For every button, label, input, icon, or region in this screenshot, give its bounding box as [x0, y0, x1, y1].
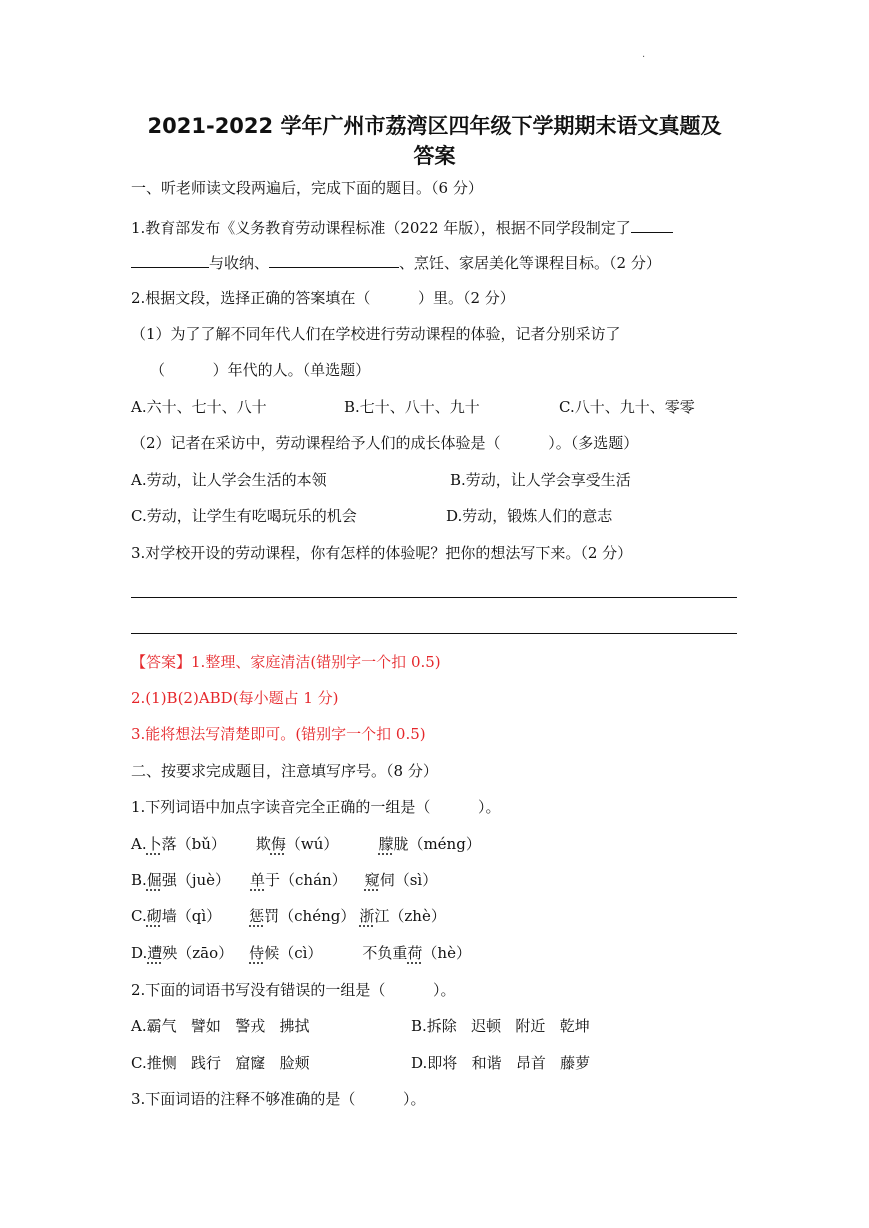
s2-q1-option-b — [131, 870, 437, 890]
dotted-char: 惩 — [249, 907, 265, 925]
option-letter: D. — [131, 944, 148, 962]
s1-q1-line-b — [131, 251, 661, 273]
answer-1-line — [131, 652, 441, 672]
dotted-char: 卜 — [146, 835, 162, 853]
s1-q2-1-option-a: A.六十、七十、八十 — [131, 398, 267, 416]
s2-q1-option-d — [131, 943, 471, 963]
dotted-char: 砌 — [146, 907, 162, 925]
title-line-1: 2021-2022 学年广州市荔湾区四年级下学期期末语文真题及 — [147, 114, 722, 138]
option-letter: A. — [131, 835, 147, 853]
answer-3-line: 3.能将想法写清楚即可。(错别字一个扣 0.5) — [131, 725, 426, 743]
s1-q2: 2.根据文段，选择正确的答案填在（ ）里。（2 分） — [131, 289, 515, 307]
s1-q2-2-option-d: D.劳动，锻炼人们的意志 — [446, 507, 613, 525]
s2-q2-option-a: A.霸气 譬如 警戎 拂拭 — [131, 1017, 310, 1035]
dotted-char: 侮 — [270, 835, 286, 853]
word-text: 欺 — [255, 835, 271, 853]
section1-heading: 一、听老师读文段两遍后，完成下面的题目。（6 分） — [131, 179, 483, 197]
option-letter: C. — [131, 907, 147, 925]
dotted-char: 倔 — [146, 871, 162, 889]
s2-q1-option-a — [131, 834, 481, 854]
answer-2-line: 2.(1)B(2)ABD(每小题占 1 分) — [131, 689, 339, 707]
writing-line-2[interactable] — [131, 633, 737, 634]
s1-q2-1-b: （ ）年代的人。（单选题） — [150, 361, 371, 379]
s1-q2-2-option-c: C.劳动，让学生有吃喝玩乐的机会 — [131, 507, 357, 525]
word-text: 墙（qì） — [161, 907, 222, 925]
word-text: 伺（sì） — [379, 871, 438, 889]
answer-blank-1a[interactable] — [631, 216, 673, 233]
s1-q2-1-option-c: C.八十、九十、零零 — [559, 398, 695, 416]
writing-line-1[interactable] — [131, 597, 737, 598]
s2-q2-option-b: B.拆除 迟顿 附近 乾坤 — [411, 1017, 590, 1035]
word-text: 强（juè） — [161, 871, 231, 889]
s1-q1-end: 、烹饪、家居美化等课程目标。（2 分） — [399, 254, 661, 272]
s1-q2-1-a: （1）为了了解不同年代人们在学校进行劳动课程的体验，记者分别采访了 — [131, 325, 621, 343]
title-line-2: 答案 — [413, 144, 456, 168]
s1-q2-2-option-b: B.劳动，让人学会享受生活 — [450, 471, 631, 489]
s2-q2-option-d: D.即将 和谐 昂首 藤萝 — [411, 1054, 591, 1072]
s2-q1-option-c — [131, 906, 446, 926]
dotted-char: 朦 — [378, 835, 394, 853]
section2-heading: 二、按要求完成题目，注意填写序号。（8 分） — [131, 762, 438, 780]
s1-q2-2-option-a: A.劳动，让人学会生活的本领 — [131, 471, 327, 489]
s1-q2-1-option-b: B.七十、八十、九十 — [344, 398, 480, 416]
dotted-char: 窥 — [364, 871, 380, 889]
s2-q3: 3.下面词语的注释不够准确的是（ ）。 — [131, 1090, 426, 1108]
header-mark: · — [642, 52, 646, 63]
s1-q2-2: （2）记者在采访中，劳动课程给予人们的成长体验是（ ）。（多选题） — [131, 434, 639, 452]
word-text: 落（bǔ） — [161, 835, 226, 853]
dotted-char: 单 — [250, 871, 266, 889]
word-text: 于（chán） — [265, 871, 347, 889]
answer-blank-1c[interactable] — [269, 251, 399, 268]
s1-q3: 3.对学校开设的劳动课程，你有怎样的体验呢？把你的想法写下来。（2 分） — [131, 544, 633, 562]
s2-q2-option-c: C.推恻 践行 窟窿 脸颊 — [131, 1054, 310, 1072]
s1-q1-mid: 与收纳、 — [209, 254, 270, 272]
dotted-char: 荷 — [407, 944, 423, 962]
answer-blank-1b[interactable] — [131, 251, 209, 268]
word-text: 不负重 — [362, 944, 408, 962]
word-text: （wú） — [285, 835, 339, 853]
dotted-char: 浙 — [359, 907, 375, 925]
s1-q1-text: 1.教育部发布《义务教育劳动课程标准（2022 年版），根据不同学段制定了 — [131, 219, 631, 237]
word-text: 候（cì） — [264, 944, 323, 962]
word-text: 殃（zāo） — [162, 944, 234, 962]
word-text: 江（zhè） — [374, 907, 446, 925]
word-text: （hè） — [422, 944, 471, 962]
word-text: 罚（chéng） — [264, 907, 356, 925]
dotted-char: 遭 — [147, 944, 163, 962]
s2-q2: 2.下面的词语书写没有错误的一组是（ ）。 — [131, 981, 456, 999]
answer-1-text: 1.整理、家庭清洁(错别字一个扣 0.5) — [191, 653, 441, 671]
dotted-char: 侍 — [249, 944, 265, 962]
option-letter: B. — [131, 871, 147, 889]
s1-q1-line-a — [131, 216, 673, 238]
answer-label: 【答案】 — [131, 653, 192, 671]
s2-q1: 1.下列词语中加点字读音完全正确的一组是（ ）。 — [131, 798, 501, 816]
word-text: 胧（méng） — [393, 835, 481, 853]
